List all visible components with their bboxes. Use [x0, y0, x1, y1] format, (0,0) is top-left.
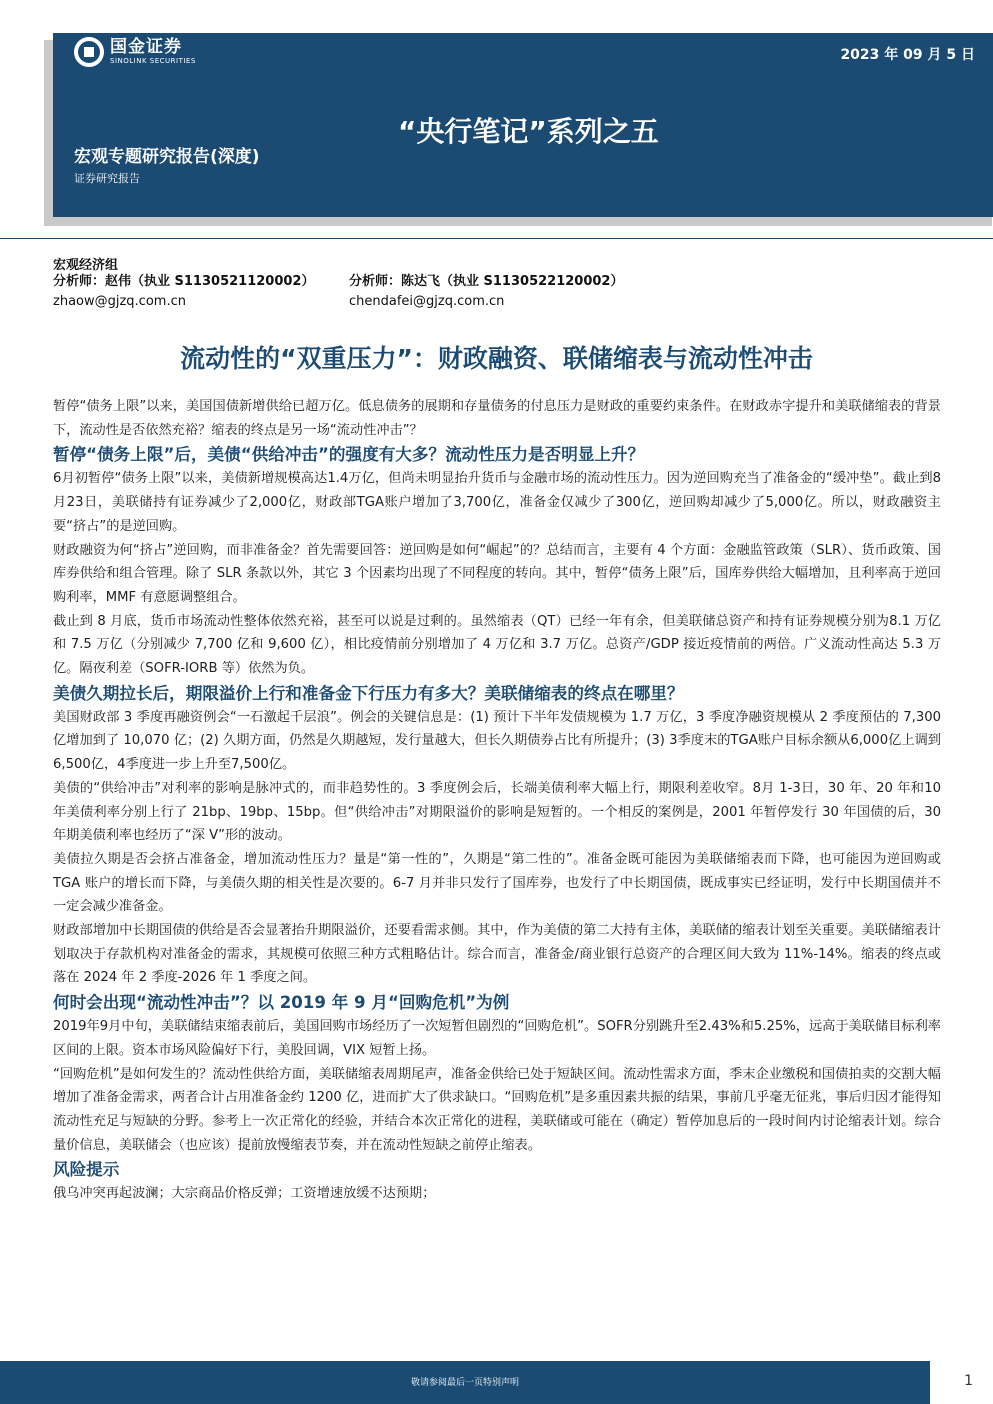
report-body	[53, 395, 941, 1206]
disclaimer-note: 敬请参阅最后一页特别声明	[410, 1378, 519, 1388]
logo-en: SINOLINK SECURITIES	[110, 57, 196, 65]
page-number: 1	[964, 1373, 973, 1389]
logo-icon	[74, 37, 104, 67]
paragraph-2b: 美债的“供给冲击”对利率的影响是脉冲式的，而非趋势性的。3 季度例会后，长端美债利率大幅上行，期限利差收窄。8月 1-3日，30 年、20 年和10 年美债利率分别上行了 21bp、19bp、15bp。但“供给冲击”对期限溢价的影响是短暂的。一个相反的案例是，2001 年暂停发行 30 年国债的后，30 年期美债利率也经历了“深 V”形的波动。	[53, 780, 941, 844]
report-type: 宏观专题研究报告(深度)	[74, 147, 260, 167]
author-1-email[interactable]: zhaow@gjzq.com.cn	[53, 294, 186, 309]
author-1	[53, 272, 314, 312]
report-title: 流动性的“双重压力”：财政融资、联储缩表与流动性冲击	[180, 344, 813, 373]
report-date: 2023 年 09 月 5 日	[840, 47, 975, 63]
report-subtitle: 证券研究报告	[74, 172, 140, 185]
logo-text	[110, 38, 196, 66]
paragraph-2a: 美国财政部 3 季度再融资例会“一石激起千层浪”。例会的关键信息是：(1) 预计下半年发债规模为 1.7 万亿，3 季度净融资规模从 2 季度预估的 7,300 亿增加到了 10,070 亿；(2) 久期方面，仍然是久期越短，发行量越大，但长久期债券占比有所提升；(3) 3季度末的TGA账户目标余额从6,000亿上调到6,500亿，4季度进一步上升至7,500亿。	[53, 709, 941, 773]
author-2	[349, 272, 623, 312]
paragraph-1a: 6月初暂停“债务上限”以来，美债新增规模高达1.4万亿，但尚未明显抬升货币与金融市场的流动性压力。因为逆回购充当了准备金的“缓冲垫”。截止到8月23日，美联储持有证券减少了2,000亿，财政部TGA账户增加了3,700亿，准备金仅减少了300亿，逆回购却减少了5,000亿。所以，财政融资主要“挤占”的是逆回购。	[53, 471, 941, 534]
section-heading-2: 美债久期拉长后，期限溢价上行和准备金下行压力有多大？美联储缩表的终点在哪里？	[53, 683, 684, 703]
page-footer	[0, 1361, 993, 1404]
series-title: “央行笔记”系列之五	[398, 115, 659, 148]
paragraph-2c: 美债拉久期是否会挤占准备金，增加流动性压力？量是“第一性的”，久期是“第二性的”。准备金既可能因为美联储缩表而下降，也可能因为逆回购或 TGA 账户的增长而下降，与美债久期的相关性是次要的。6-7 月并非只发行了国库券，也发行了中长期国债，既成事实已经证明，发行中长期国债并不一定会减少准备金。	[53, 851, 941, 915]
paragraph-1b: 财政融资为何“挤占”逆回购，而非准备金？首先需要回答：逆回购是如何“崛起”的？总结而言，主要有 4 个方面：金融监管政策（SLR）、货币政策、国库券供给和组合管理。除了 SLR 条款以外，其它 3 个因素均出现了不同程度的转向。其中，暂停“债务上限”后，国库券供给大幅增加，且利率高于逆回购利率，MMF 有意愿调整组合。	[53, 542, 941, 605]
section-heading-3: 何时会出现“流动性冲击”？以 2019 年 9 月“回购危机”为例	[53, 993, 510, 1013]
paragraph-2d: 财政部增加中长期国债的供给是否会显著抬升期限溢价，还要看需求侧。其中，作为美债的第二大持有主体，美联储的缩表计划至关重要。美联储缩表计划取决于存款机构对准备金的需求，其规模可依照三种方式粗略估计。综合而言，准备金/商业银行总资产的合理区间大致为 11%-14%。缩表的终点或落在 2024 年 2 季度-2026 年 1 季度之间。	[53, 923, 941, 986]
paragraph-1c: 截止到 8 月底，货币市场流动性整体依然充裕，甚至可以说是过剩的。虽然缩表（QT）已经一年有余，但美联储总资产和持有证券规模分别为8.1 万亿和 7.5 万亿（分别减少 7,700 亿和 9,600 亿），相比疫情前分别增加了 4 万亿和 3.7 万亿。总资产/GDP 接近疫情前的两倍。广义流动性高达 5.3 万亿。隔夜利差（SOFR-IORB 等）依然为负。	[53, 613, 941, 677]
research-group: 宏观经济组	[53, 258, 119, 273]
section-heading-risk: 风险提示	[53, 1160, 120, 1180]
author-2-email[interactable]: chendafei@gjzq.com.cn	[349, 294, 505, 309]
logo-cn: 国金证券	[110, 37, 182, 57]
paragraph-risk: 俄乌冲突再起波澜；大宗商品价格反弹；工资增速放缓不达预期；	[53, 1186, 436, 1202]
author-2-name: 分析师：陈达飞（执业 S1130522120002）	[349, 274, 624, 289]
paragraph-3a: 2019年9月中旬，美联储结束缩表前后，美国回购市场经历了一次短暂但剧烈的“回购危机”。SOFR分别跳升至2.43%和5.25%，远高于美联储目标利率区间的上限。资本市场风险偏好下行，美股回调，VIX 短暂上扬。	[53, 1019, 941, 1058]
section-heading-1: 暂停“债务上限”后，美债“供给冲击”的强度有大多？流动性压力是否明显上升？	[53, 445, 645, 465]
header-rule	[0, 238, 993, 239]
company-logo	[74, 37, 196, 67]
intro-paragraph: 暂停“债务上限”以来，美国国债新增供给已超万亿。低息债务的展期和存量债务的付息压力是财政的重要约束条件。在财政赤字提升和美联储缩表的背景下，流动性是否依然充裕？缩表的终点是另一场“流动性冲击”？	[53, 399, 941, 438]
author-1-name: 分析师：赵伟（执业 S1130521120002）	[53, 274, 315, 289]
paragraph-3b: “回购危机”是如何发生的？流动性供给方面，美联储缩表周期尾声，准备金供给已处于短缺区间。流动性需求方面，季末企业缴税和国债拍卖的交割大幅增加了准备金需求，两者合计占用准备金约 1200 亿，进而扩大了供求缺口。“回购危机”是多重因素共振的结果，事前几乎毫无征兆，事后归因才能得知流动性充足与短缺的分野。参考上一次正常化的经验，并结合本次正常化的进程，美联储或可能在（确定）暂停加息后的一段时间内讨论缩表计划。综合量价信息，美联储会（也应该）提前放慢缩表节奏，并在流动性短缺之前停止缩表。	[53, 1066, 941, 1153]
